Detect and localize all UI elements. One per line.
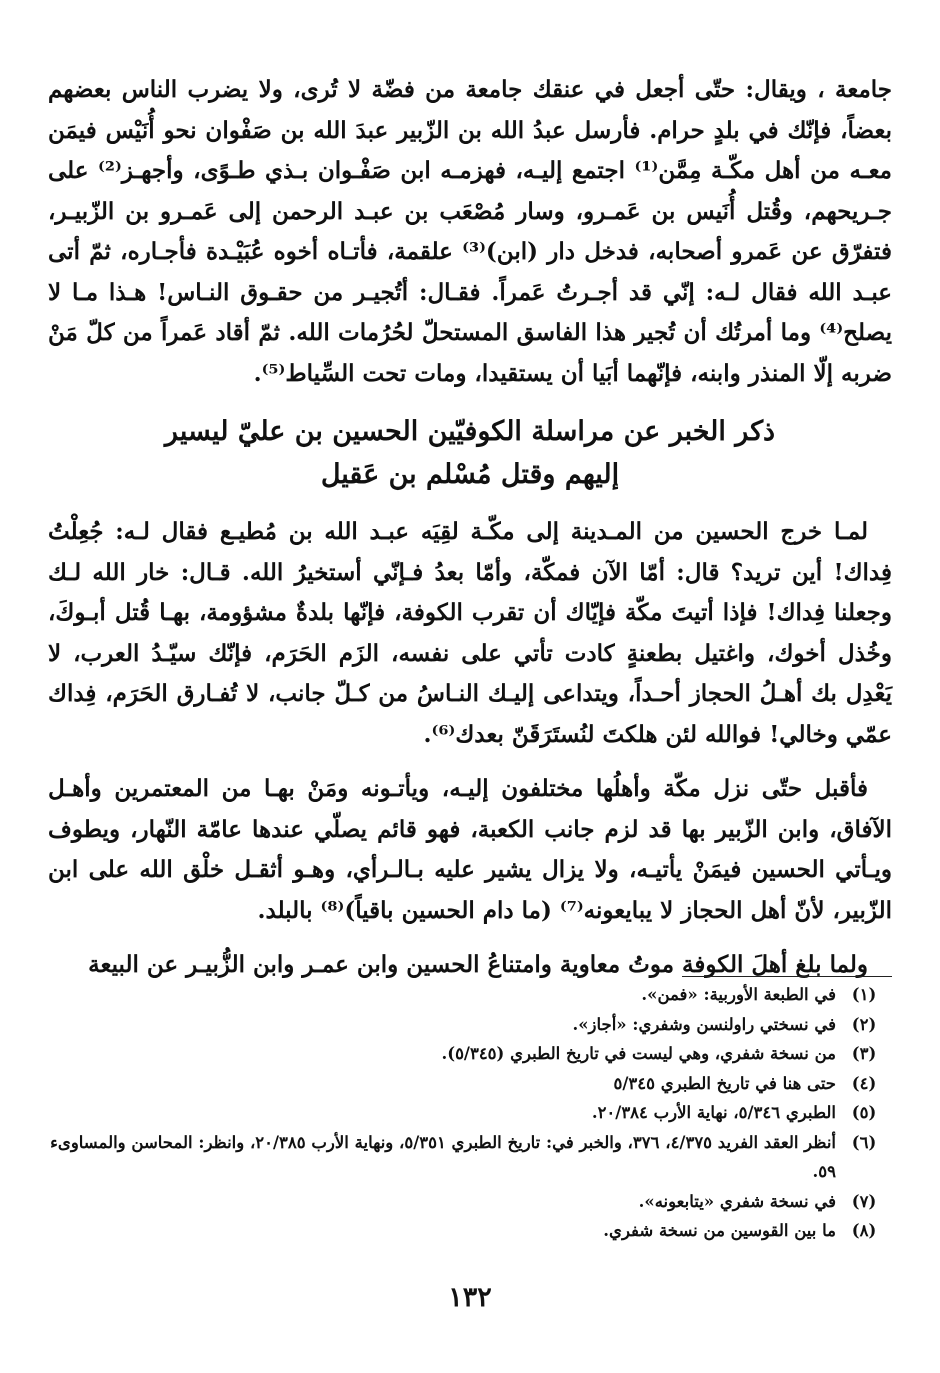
footnote-text: في نسخة شفري «يتابعونه». bbox=[638, 1191, 836, 1211]
paragraph-4: ولما بلغ أهلَ الكوفة موتُ معاوية وامتناعُ الحسين وابن عمـر وابن الزُّبيـر عن البيعة bbox=[88, 951, 868, 978]
footnote-item bbox=[48, 1187, 892, 1217]
paragraph-3: فأقبل حتّى نزل مكّة وأهلُها مختلفون إليـه، ويأتـونه ومَنْ بهـا من المعتمرين وأهـل الآفاق، وابن الزّبير بها قد لزم جانب الكعبة، فهو قائم يصلّي عندها عامّة النّهار، ويطوف ويـأتي الحسين فيمَنْ يأتيـه، ولا يزال يشير عليه بـالـرأي، وهـو أثقـل خلْق الله على ابن الزّبير، لأنّ أهل الحجاز لا يبايعونه⁽⁷⁾ (ما دام الحسين باقياً)⁽⁸⁾ بالبلد. bbox=[48, 775, 892, 924]
footnote-divider bbox=[682, 976, 892, 977]
footnote-item bbox=[48, 1010, 892, 1040]
footnote-number: (٧) bbox=[851, 1191, 877, 1211]
footnote-item bbox=[48, 1128, 892, 1187]
footnote-text: من نسخة شفري، وهي ليست في تاريخ الطبري (٥/٣٤٥). bbox=[441, 1044, 836, 1063]
paragraph-1: جامعة ، ويقال: حتّى أجعل في عنقك جامعة من فضّة لا تُرى، ولا يضرب الناس بعضهم بعضاً، فإنّك في بلدٍ حرام. فأرسل عبدُ الله بن الزّبير عبدَ الله بن صَفْوان نحو أُنَيْس فيمَن معـه من أهل مكّـة مِمَّن⁽¹⁾ اجتمع إليـه، فهزمـه ابن صَفْـوان بـذي طـوًى، وأجهـز⁽²⁾ على جـريحهم، وقُتل أُنَيس بن عَمـرو، وسار مُصْعَب بن عبـد الرحمن إلى عَمـرو بن الزّبيـر، فتفرّق عن عَمرو أصحابه، فدخل دار (ابن)⁽³⁾ علقمة، فأتـاه أخوه عُبَيْـدة فأجـاره، ثمّ أتى عبـد الله فقال لـه: إنّي قد أجـرتُ عَمراً. فقـال: أتُجيـر من حقـوق النـاس! هـذا مـا لا يصلح⁽⁴⁾ وما أمرتُك أن تُجير هذا الفاسق المستحلّ لحُرُمات الله. ثمّ أقاد عَمراً من كلّ مَنْ ضربه إلّا المنذر وابنه، فإنّهما أبَيا أن يستقيدا، ومات تحت السِّياط⁽⁵⁾. bbox=[48, 76, 892, 387]
footnote-text: في الطبعة الأوربية: «فمن». bbox=[641, 985, 836, 1004]
footnote-text: أنظر العقد الفريد ٤/٣٧٥، ٣٧٦، والخبر في: تاريخ الطبري ٥/٣٥١، ونهاية الأرب ٢٠/٣٨٥، وانظر: المحاسن والمساوىء ٥٩. bbox=[50, 1132, 836, 1181]
footnote-number: (٤) bbox=[851, 1073, 877, 1093]
footnote-number: (٣) bbox=[851, 1044, 877, 1063]
section-heading bbox=[48, 410, 892, 496]
main-text bbox=[48, 70, 892, 986]
page-number: ١٣٢ bbox=[448, 1282, 492, 1313]
heading-line-1: ذكر الخبر عن مراسلة الكوفيّين الحسين بن عليّ ليسير bbox=[164, 416, 776, 447]
footnote-number: (٥) bbox=[851, 1103, 877, 1122]
paragraph-2: لمـا خرج الحسين من المـدينة إلى مكّـة لقِيَه عبـد الله بن مُطيـع فقال لـه: جُعِلْتُ فِداك! أين تريد؟ قال: أمّا الآن فمكّة، وأمّا بعدُ فـإنّي أستخيرُ الله. قـال: خار الله لـك وجعلنا فِداك! فإذا أتيتَ مكّة فإيّاك أن تقرب الكوفة، فإنّها بلدةٌ مشؤومة، بهـا قُتل أبـوكَ، وخُذل أخوك، واغتيل بطعنةٍ كادت تأتي على نفسه، الزَم الحَرَم، فإنّك سيّـدُ العرب، لا يَعْدِل بك أهـلُ الحجاز أحـداً، ويتداعى إليـك النـاسُ من كـلّ جانب، لا تُفـارق الحَرَم، فِداك عمّي وخالي! فوالله لئن هلكتَ لنُستَرَقَنّ بعدك⁽⁶⁾. bbox=[48, 518, 892, 748]
footnote-number: (٦) bbox=[851, 1132, 877, 1152]
footnote-item bbox=[48, 1069, 892, 1099]
footnote-number: (٨) bbox=[851, 1221, 877, 1240]
footnotes-list bbox=[48, 980, 892, 1246]
footnote-text: ما بين القوسين من نسخة شفري. bbox=[603, 1221, 836, 1240]
footnote-number: (١) bbox=[851, 985, 877, 1004]
footnote-item bbox=[48, 1216, 892, 1246]
heading-line-2: إليهم وقتل مُسْلم بن عَقيل bbox=[320, 459, 620, 490]
footnote-number: (٢) bbox=[851, 1014, 877, 1034]
footnote-text: حتى هنا في تاريخ الطبري ٥/٣٤٥ bbox=[613, 1073, 836, 1093]
footnote-item bbox=[48, 1098, 892, 1128]
footnote-text: الطبري ٥/٣٤٦، نهاية الأرب ٢٠/٣٨٤. bbox=[591, 1103, 836, 1122]
footnote-item bbox=[48, 980, 892, 1010]
footnote-item bbox=[48, 1039, 892, 1069]
footnote-text: في نسختي راولنسن وشفري: «أجاز». bbox=[572, 1014, 836, 1034]
